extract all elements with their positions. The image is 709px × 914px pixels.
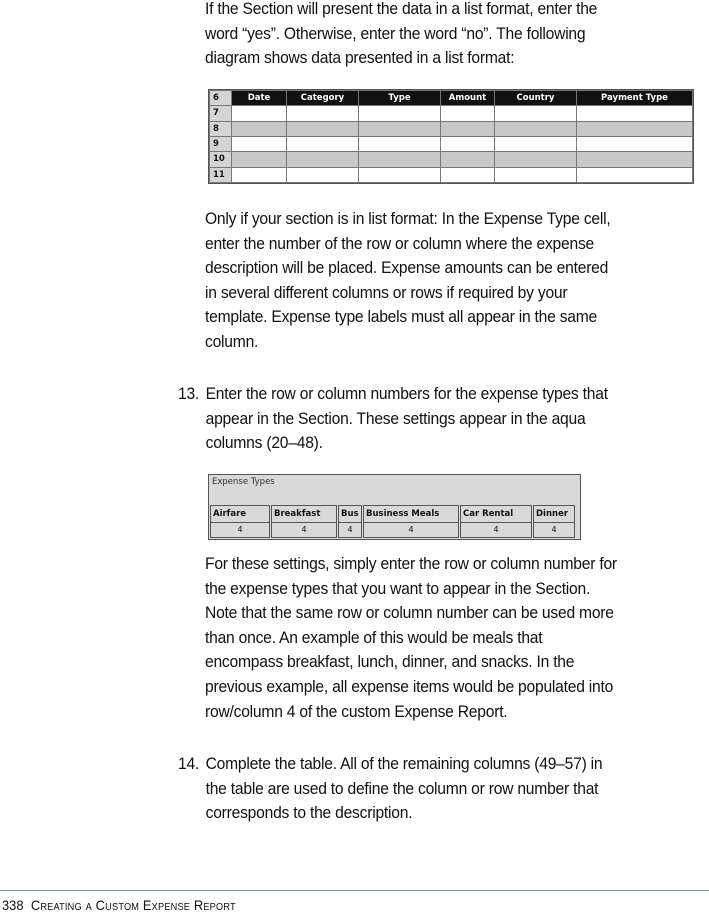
page-number: 338 [2,897,24,913]
sheet-row [210,167,693,182]
text-line: encompass breakfast, lunch, dinner, and snacks. In the [205,652,575,672]
expense-type-cell [533,505,575,538]
column-header: Type [359,91,441,106]
expense-type-cell [363,505,459,538]
sheet-header-row [210,91,693,106]
expense-type-label: Car Rental [461,506,531,523]
expense-type-label: Business Meals [364,506,458,523]
column-header: Date [232,91,287,106]
text-line: 13. Enter the row or column numbers for the expense types that [178,382,656,407]
row-number: 9 [210,136,232,151]
expense-type-cell [210,505,270,538]
expense-type-label: Breakfast [272,506,336,523]
text-line: diagram shows data presented in a list format: [205,48,515,68]
text-line: description will be placed. Expense amounts can be entered [205,258,609,278]
row-number: 10 [210,152,232,167]
expense-type-value: 4 [551,525,557,534]
sheet-row [210,152,693,167]
column-header: Payment Type [577,91,693,106]
text-line: For these settings, simply enter the row or column number for [205,554,617,573]
expense-type-value: 4 [237,525,243,534]
expense-type-value: 4 [408,525,414,534]
step-number: 14. [178,754,200,773]
text-line: corresponds to the description. [205,803,413,823]
expense-type-value: 4 [301,525,307,534]
sheet-row [210,136,693,151]
column-header: Amount [441,91,495,106]
column-header: Category [287,91,359,106]
chapter-title: Creating a Custom Expense Report [30,897,236,913]
row-number: 7 [210,106,232,121]
intro-paragraph [205,0,647,71]
text-line: the expense types that you want to appear in the Section. [205,578,591,598]
text-line: enter the number of the row or column where the expense [205,233,595,253]
expense-type-label: Dinner [534,506,574,523]
step-14 [178,752,656,826]
row-number: 6 [210,91,232,106]
text-line: than once. An example of this would be meals that [205,627,543,647]
expense-type-value: 4 [493,525,499,534]
list-format-paragraph [205,207,647,355]
expense-type-cell [460,505,532,538]
expense-type-label: Bus [339,506,361,523]
footer-rule [0,890,709,891]
expense-type-cell [271,505,337,538]
step-number: 13. [178,384,200,403]
step-13 [178,382,656,456]
text-line: Only if your section is in list format: In the Expense Type cell, [205,209,611,228]
row-number: 8 [210,121,232,136]
text-line: in several different columns or rows if required by your [205,282,568,302]
text-line: row/column 4 of the custom Expense Report. [205,701,508,721]
expense-type-value: 4 [347,525,353,534]
expense-type-label: Airfare [211,506,269,523]
expense-types-diagram [208,474,581,540]
text-line: 14. Complete the table. All of the remaining columns (49–57) in [178,752,656,777]
sheet-row [210,106,693,121]
column-header: Country [495,91,577,106]
expense-type-cell [338,505,362,538]
expense-types-title: Expense Types [212,477,275,487]
settings-paragraph [205,552,647,724]
text-line: the table are used to define the column or row number that [205,778,599,798]
text-line: appear in the Section. These settings appear in the aqua [205,408,586,428]
page-footer [2,897,236,913]
row-number: 11 [210,167,232,182]
sheet-row [210,121,693,136]
text-line: columns (20–48). [205,433,323,453]
text-line: template. Expense type labels must all appear in the same [205,307,598,327]
text-line: If the Section will present the data in a list format, enter the [205,0,598,18]
text-line: previous example, all expense items would be populated into [205,676,614,696]
text-line: Note that the same row or column number can be used more [205,603,614,623]
text-line: word “yes”. Otherwise, enter the word “no”. The following [205,23,586,43]
list-format-diagram [208,89,694,184]
expense-types-cells [210,505,579,538]
text-line: column. [205,331,259,351]
